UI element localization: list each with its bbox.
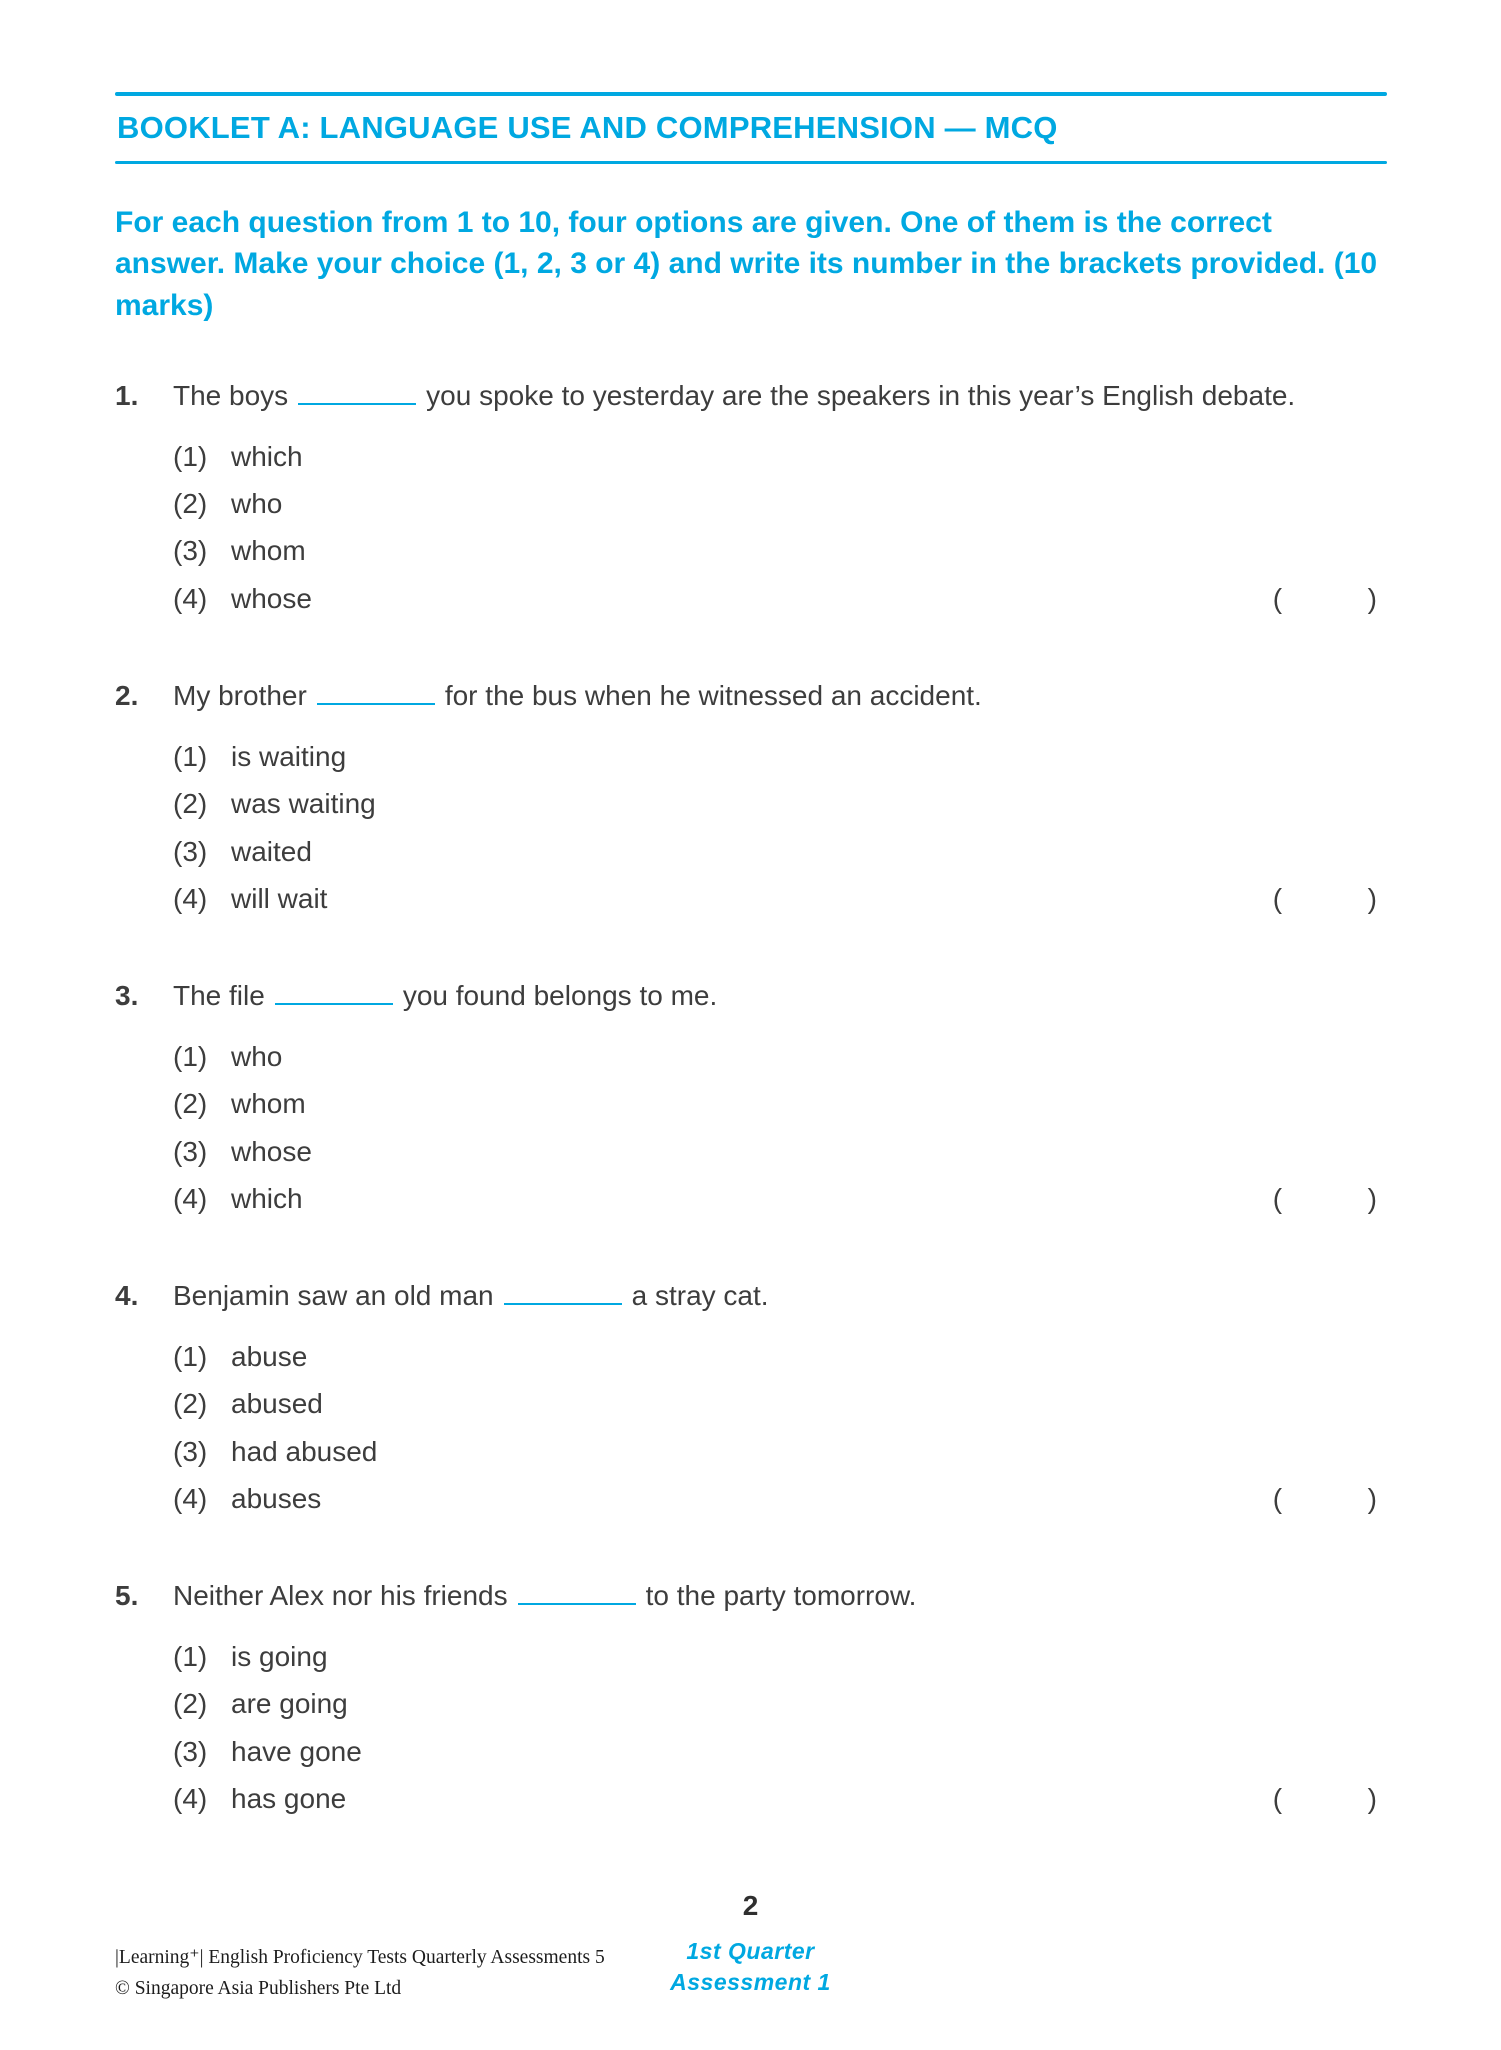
option-label: (4) [173, 1482, 208, 1514]
option-label: (1) [173, 740, 208, 772]
assessment-line-1: 1st Quarter [686, 1938, 815, 1964]
question-text [173, 1276, 1387, 1317]
option [173, 828, 1387, 875]
option-label: (3) [173, 1735, 208, 1767]
option-label: (1) [173, 1640, 208, 1672]
question-number: 5. [115, 1580, 139, 1612]
instructions-text: For each question from 1 to 10, four options are given. One of them is the correct answer. Make your choice (1, 2, 3 or 4) and write its number in the brackets provided. (10 marks) [115, 206, 1378, 322]
option-text: who [231, 488, 283, 520]
option [173, 1775, 1387, 1822]
option-label: (1) [173, 440, 208, 472]
imprint-line-2: © Singapore Asia Publishers Pte Ltd [115, 1978, 402, 2000]
page-number: 2 [742, 1890, 759, 1921]
option-label: (4) [173, 1782, 208, 1814]
question-text-post: to the party tomorrow. [645, 1580, 917, 1612]
question [115, 676, 1387, 922]
options-list [173, 433, 1387, 622]
option-text: whom [231, 535, 306, 567]
option-label: (3) [173, 535, 208, 567]
option-label: (2) [173, 1088, 208, 1120]
option-text: will wait [231, 882, 328, 914]
header-rule-bottom [115, 161, 1387, 164]
page-title: BOOKLET A: LANGUAGE USE AND COMPREHENSION — MCQ [117, 110, 1058, 145]
question-text-pre: Neither Alex nor his friends [173, 1580, 508, 1612]
option-text: has gone [231, 1782, 347, 1814]
option-text: is going [231, 1640, 328, 1672]
option [173, 480, 1387, 527]
question [115, 976, 1387, 1222]
answer-bracket[interactable]: ( ) [1272, 1782, 1377, 1814]
option [173, 1728, 1387, 1775]
answer-bracket[interactable]: ( ) [1272, 1482, 1377, 1514]
option-text: is waiting [231, 740, 347, 772]
imprint-line-1: |Learning⁺| English Proficiency Tests Quarterly Assessments 5 [115, 1947, 605, 1968]
option [173, 1080, 1387, 1127]
question-text-pre: Benjamin saw an old man [173, 1280, 494, 1312]
question-text-post: a stray cat. [631, 1280, 769, 1312]
question-body [173, 1276, 1387, 1522]
option [173, 1128, 1387, 1175]
option [173, 527, 1387, 574]
question-text [173, 976, 1387, 1017]
assessment-line-2: Assessment 1 [670, 1969, 831, 1996]
option-text: whom [231, 1088, 306, 1120]
option-label: (3) [173, 1435, 208, 1467]
option-label: (1) [173, 1040, 208, 1072]
option-label: (2) [173, 788, 208, 820]
question-text-pre: The file [173, 980, 265, 1012]
assessment-label [0, 1936, 1501, 1998]
option-text: abuses [231, 1482, 322, 1514]
answer-bracket[interactable]: ( ) [1272, 882, 1377, 914]
option-label: (3) [173, 835, 208, 867]
question-text [173, 676, 1387, 717]
option [173, 1380, 1387, 1427]
option [173, 1633, 1387, 1680]
answer-blank[interactable] [298, 379, 416, 405]
option-text: have gone [231, 1735, 362, 1767]
answer-bracket[interactable]: ( ) [1272, 1182, 1377, 1214]
answer-blank[interactable] [504, 1279, 622, 1305]
question [115, 1576, 1387, 1822]
question-number: 1. [115, 380, 139, 412]
option-label: (4) [173, 882, 208, 914]
option-text: whose [231, 1135, 312, 1167]
question-body [173, 376, 1387, 622]
question-body [173, 1576, 1387, 1822]
options-list [173, 1633, 1387, 1822]
option [173, 1428, 1387, 1475]
option-text: waited [231, 835, 312, 867]
option-text: whose [231, 582, 312, 614]
question [115, 376, 1387, 622]
question-text [173, 376, 1387, 417]
question-text-pre: The boys [173, 380, 289, 412]
option-label: (2) [173, 1388, 208, 1420]
option-text: are going [231, 1688, 348, 1720]
answer-blank[interactable] [275, 979, 393, 1005]
question-text-post: you found belongs to me. [402, 980, 718, 1012]
option-text: which [231, 1182, 303, 1214]
option [173, 733, 1387, 780]
question-text [173, 1576, 1387, 1617]
option-text: who [231, 1040, 283, 1072]
option [173, 575, 1387, 622]
option [173, 1033, 1387, 1080]
question-body [173, 676, 1387, 922]
question [115, 1276, 1387, 1522]
option [173, 780, 1387, 827]
option-text: was waiting [231, 788, 376, 820]
option [173, 433, 1387, 480]
option [173, 1333, 1387, 1380]
option-label: (4) [173, 582, 208, 614]
option-text: abuse [231, 1340, 308, 1372]
questions-list [115, 376, 1387, 1822]
question-text-post: for the bus when he witnessed an accident. [444, 680, 982, 712]
option-text: which [231, 440, 303, 472]
page-content [115, 92, 1387, 1876]
option-text: abused [231, 1388, 323, 1420]
option-label: (1) [173, 1340, 208, 1372]
option-text: had abused [231, 1435, 378, 1467]
answer-blank[interactable] [317, 679, 435, 705]
option [173, 875, 1387, 922]
question-number: 3. [115, 980, 139, 1012]
option-label: (2) [173, 1688, 208, 1720]
options-list [173, 733, 1387, 922]
options-list [173, 1333, 1387, 1522]
question-number: 4. [115, 1280, 139, 1312]
option [173, 1175, 1387, 1222]
question-number: 2. [115, 680, 139, 712]
option-label: (4) [173, 1182, 208, 1214]
answer-bracket[interactable]: ( ) [1272, 582, 1377, 614]
question-text-post: you spoke to yesterday are the speakers in this year’s English debate. [426, 380, 1296, 412]
question-text-pre: My brother [173, 680, 307, 712]
option [173, 1475, 1387, 1522]
options-list [173, 1033, 1387, 1222]
question-body [173, 976, 1387, 1222]
option-label: (2) [173, 488, 208, 520]
option [173, 1680, 1387, 1727]
answer-blank[interactable] [518, 1579, 636, 1605]
option-label: (3) [173, 1135, 208, 1167]
